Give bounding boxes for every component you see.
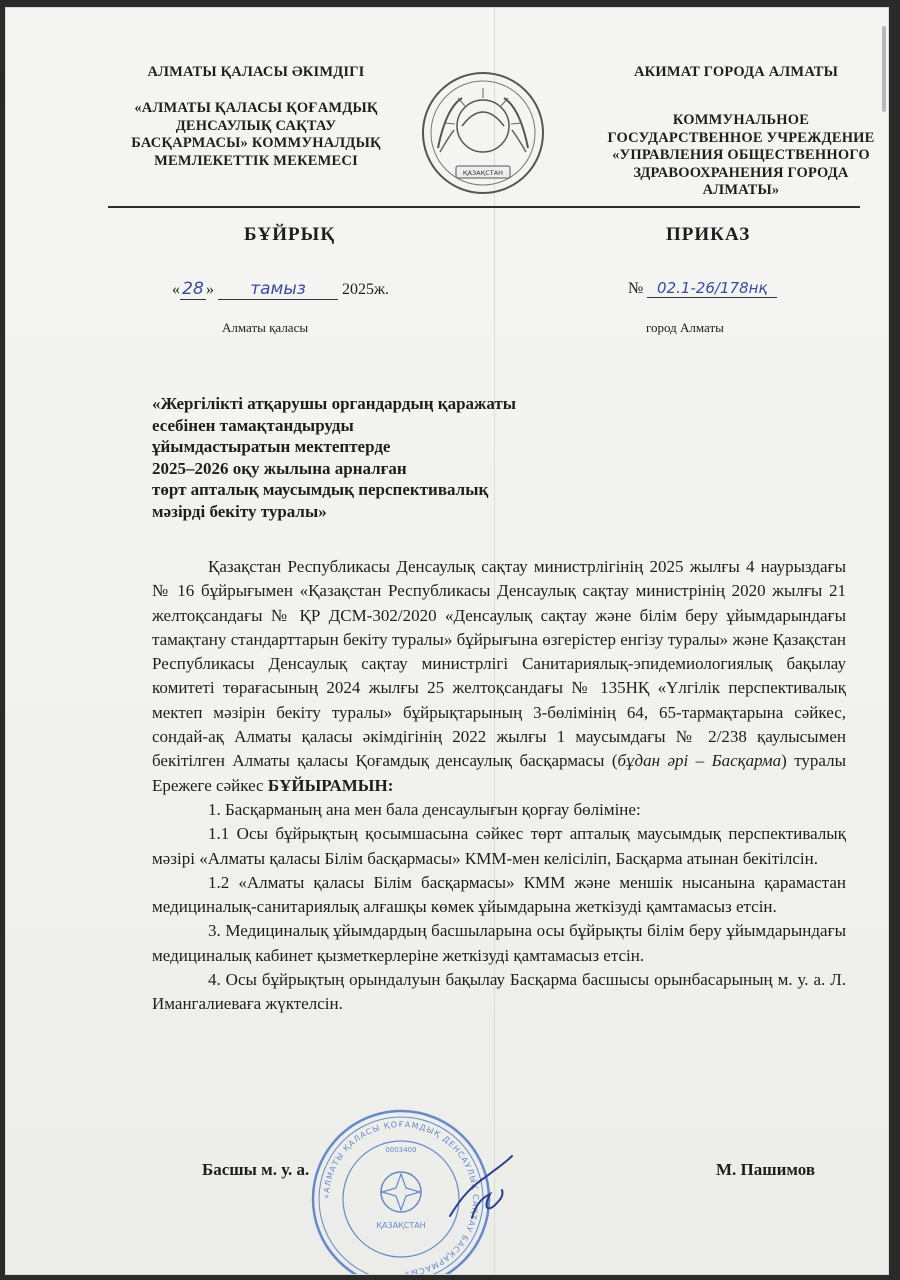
signatory-name: М. Пашимов	[716, 1160, 816, 1179]
preamble-paragraph: Қазақстан Республикасы Денсаулық сақтау министрлігінің 2025 жылғы 4 наурыздағы № 16 бұйрығымен «Қазақстан Республикасы Денсаулық сақтау министрінің 2020 жылғы 21 желтоқсандағы № ҚР ДСМ-302/2020 «Денсаулық сақтау және білім беру ұйымдарындағы тамақтану стандарттарын бекіту туралы» бұйрығына өзгерістер енгізу туралы» және Қазақстан Республикасы Денсаулық сақтау министрлігі Санитариялық-эпидемиологиялық бақылау комитеті төрағасының 2024 жылғы 25 желтоқсандағы № 135НҚ «Үлгілік перспективалық мектеп мәзірін бекіту туралы» бұйрықтарының 3-бөлімінің 64, 65-тармақтарына сәйкес, сондай-ақ Алматы қаласы әкімдігінің 2022 жылғы 1 маусымдағы № 2/238 қаулысымен бекітілген Алматы қаласы Қоғамдық денсаулық басқармасы (бұдан әрі – Басқарма) туралы Ережеге сәйкес БҰЙЫРАМЫН:	[152, 557, 847, 795]
item-1: 1. Басқарманың ана мен бала денсаулығын қорғау бөліміне:	[208, 799, 641, 819]
header-divider	[108, 206, 860, 208]
order-body	[152, 555, 846, 1017]
order-title: «Жергілікті атқарушы органдардың қаражаты есебінен тамақтандыруды ұйымдастыратын мектептерде 2025–2026 оқу жылына арналған төрт апталық маусымдық перспективалық мәзірді бекіту туралы»	[152, 394, 517, 521]
state-emblem-icon	[418, 68, 548, 198]
place-ru: город Алматы	[646, 320, 724, 335]
header-left-org: АЛМАТЫ ҚАЛАСЫ ӘКІМДІГІ	[147, 64, 365, 80]
date-line: « 28 » тамыз 2025ж.	[172, 279, 390, 299]
date-month: тамыз	[218, 279, 338, 300]
item-3: 3. Медициналық ұйымдардың басшыларына осы бұйрықты білім беру ұйымдарындағы медициналық кабинет қызметкерлеріне жеткізуді қамтамасыз етсін.	[152, 921, 846, 965]
item-1-2: 1.2 «Алматы қаласы Білім басқармасы» КММ және меншік нысанына қарамастан медициналық-санитариялық алғашқы көмек ұйымдарына жеткізуді қамтамасыз етсін.	[152, 872, 846, 917]
header-right-dept: КОММУНАЛЬНОЕ ГОСУДАРСТВЕННОЕ УЧРЕЖДЕНИЕ «УПРАВЛЕНИЯ ОБЩЕСТВЕННОГО ЗДРАВООХРАНЕНИЯ ГОРОДА АЛМАТЫ»	[607, 112, 875, 198]
svg-text:«АЛМАТЫ ҚАЛАСЫ ҚОҒАМДЫҚ ДЕНСАУ: «АЛМАТЫ ҚАЛАСЫ ҚОҒАМДЫҚ ДЕНСАУЛЫҚ САҚТАУ БАСҚАРМАСЫ»	[321, 1119, 481, 1278]
signatory-role: Басшы м. у. а.	[202, 1160, 310, 1179]
date-day: 28	[180, 279, 206, 300]
doc-type-kz: БҰЙРЫҚ	[244, 224, 336, 245]
item-4: 4. Осы бұйрықтың орындалуын бақылау Басқарма басшысы орынбасарының м. у. а. Л. Имангалиеваға жүктелсін.	[152, 970, 846, 1014]
header-left-dept: «АЛМАТЫ ҚАЛАСЫ ҚОҒАМДЫҚ ДЕНСАУЛЫҚ САҚТАУ БАСҚАРМАСЫ» КОММУНАЛДЫҚ МЕМЛЕКЕТТІК МЕКЕМЕСІ	[131, 100, 381, 169]
doc-type-ru: ПРИКАЗ	[666, 224, 751, 245]
item-1-1: 1.1 Осы бұйрықтың қосымшасына сәйкес төрт апталық маусымдық перспективалық мәзірі «Алматы қаласы Білім басқармасы» КММ-мен келісіліп, Басқарма атынан бекітілсін.	[152, 824, 846, 868]
handwritten-signature	[442, 1146, 522, 1226]
order-number-line: № 02.1-26/178нқ	[628, 279, 777, 298]
header-right-org: АКИМАТ ГОРОДА АЛМАТЫ	[633, 64, 839, 80]
svg-text:ҚАЗАҚСТАН: ҚАЗАҚСТАН	[376, 1221, 426, 1230]
document-page	[6, 8, 888, 1278]
date-year: 2025ж.	[342, 281, 390, 298]
emblem-label: ҚАЗАҚСТАН	[462, 169, 504, 177]
svg-text:0003400: 0003400	[385, 1146, 417, 1154]
order-number: 02.1-26/178нқ	[647, 279, 777, 298]
scrollbar-thumb[interactable]	[882, 26, 886, 112]
place-kz: Алматы қаласы	[222, 320, 309, 335]
